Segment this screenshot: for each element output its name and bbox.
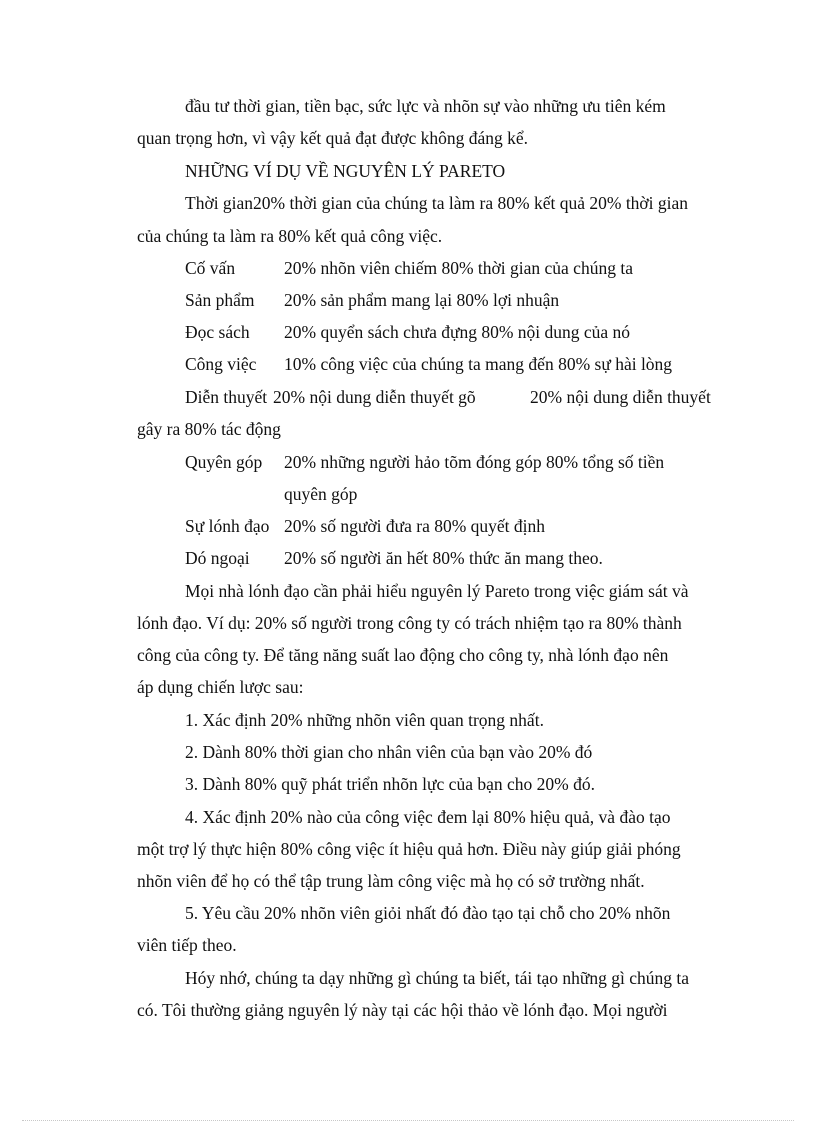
- section-heading: NHỮNG VÍ DỤ VỀ NGUYÊN LÝ PARETO: [185, 161, 506, 181]
- example-label: Diễn thuyết: [185, 387, 268, 407]
- text-line: đầu tư thời gian, tiền bạc, sức lực và nhõn sự vào những ưu tiên kém: [185, 96, 666, 116]
- example-label: Quyên góp: [185, 452, 263, 472]
- example-text: 20% nội dung diễn thuyết gõ: [273, 387, 476, 407]
- example-text: 20% nhõn viên chiếm 80% thời gian của chúng ta: [284, 258, 633, 278]
- list-item: 2. Dành 80% thời gian cho nhân viên của bạn vào 20% đó: [185, 742, 593, 762]
- example-label: Sản phẩm: [185, 290, 255, 310]
- text-line: công của công ty. Để tăng năng suất lao động cho công ty, nhà lónh đạo nên: [137, 645, 669, 665]
- example-label: Cố vấn: [185, 258, 236, 278]
- text-line: gây ra 80% tác động: [137, 419, 281, 439]
- text-line: Mọi nhà lónh đạo cần phải hiểu nguyên lý Pareto trong việc giám sát và: [185, 581, 689, 601]
- example-text: 10% công việc của chúng ta mang đến 80% sự hài lòng: [284, 354, 673, 374]
- example-text: 20% số người ăn hết 80% thức ăn mang theo.: [284, 548, 603, 568]
- example-text: 20% sản phẩm mang lại 80% lợi nhuận: [284, 290, 560, 310]
- example-text: 20% số người đưa ra 80% quyết định: [284, 516, 546, 536]
- text-line: lónh đạo. Ví dụ: 20% số người trong công ty có trách nhiệm tạo ra 80% thành: [137, 613, 682, 633]
- list-item: 4. Xác định 20% nào của công việc đem lại 80% hiệu quả, và đào tạo: [185, 807, 671, 827]
- example-text-continued: quyên góp: [284, 484, 358, 504]
- example-label: Công việc: [185, 354, 257, 374]
- list-item-continued: nhõn viên để họ có thể tập trung làm công việc mà họ có sở trường nhất.: [137, 871, 645, 891]
- example-text: 20% quyển sách chưa đựng 80% nội dung của nó: [284, 322, 631, 342]
- example-label: Dó ngoại: [185, 548, 250, 568]
- text-line: áp dụng chiến lược sau:: [137, 677, 304, 697]
- example-text-continued: 20% nội dung diễn thuyết: [530, 387, 711, 407]
- text-line: của chúng ta làm ra 80% kết quả công việc.: [137, 226, 443, 246]
- text-line: có. Tôi thường giảng nguyên lý này tại các hội thảo về lónh đạo. Mọi người: [137, 1000, 668, 1020]
- list-item-continued: một trợ lý thực hiện 80% công việc ít hiệu quả hơn. Điều này giúp giải phóng: [137, 839, 681, 859]
- example-label: Sự lónh đạo: [185, 516, 270, 536]
- list-item: 5. Yêu cầu 20% nhõn viên giỏi nhất đó đào tạo tại chỗ cho 20% nhõn: [185, 903, 671, 923]
- page-bottom-divider: [22, 1120, 794, 1121]
- list-item-continued: viên tiếp theo.: [137, 935, 237, 955]
- list-item: 1. Xác định 20% những nhõn viên quan trọng nhất.: [185, 710, 544, 730]
- list-item: 3. Dành 80% quỹ phát triển nhõn lực của bạn cho 20% đó.: [185, 774, 595, 794]
- example-label: Đọc sách: [185, 322, 250, 342]
- text-line: Thời gian20% thời gian của chúng ta làm ra 80% kết quả 20% thời gian: [185, 193, 689, 213]
- example-text: 20% những người hảo tõm đóng góp 80% tổng số tiền: [284, 452, 665, 472]
- text-line: Hóy nhớ, chúng ta dạy những gì chúng ta biết, tái tạo những gì chúng ta: [185, 968, 690, 988]
- text-line: quan trọng hơn, vì vậy kết quả đạt được không đáng kể.: [137, 128, 529, 148]
